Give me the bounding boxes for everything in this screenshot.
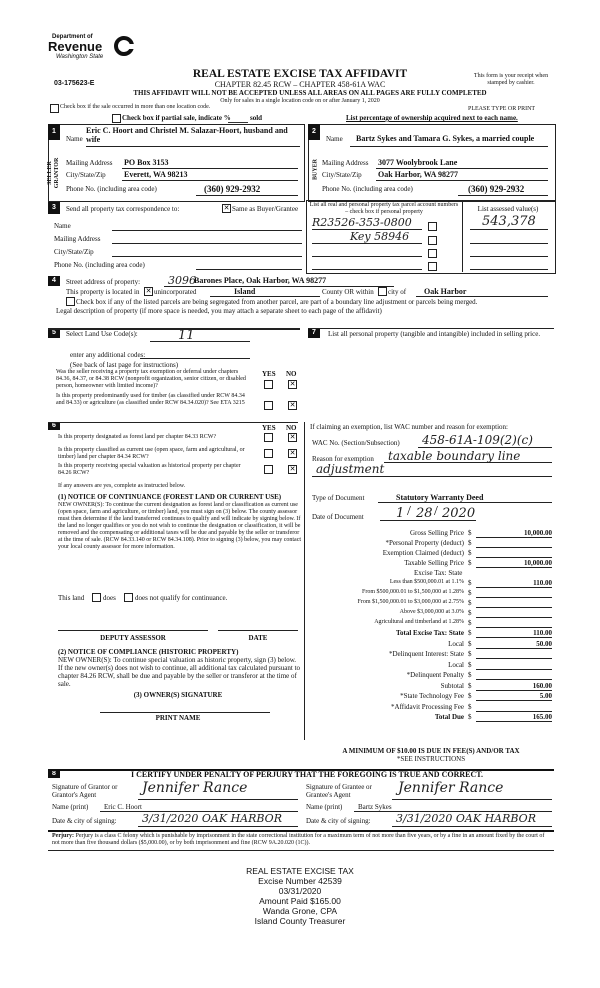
receipt-note: This form is your receipt when stamped by cashier. [473, 73, 549, 86]
total-line-6-label: *State Technology Fee [400, 692, 464, 700]
multi-location-checkbox[interactable] [50, 104, 59, 113]
partial-pct-field[interactable] [228, 114, 248, 123]
see-instructions: *SEE INSTRUCTIONS [396, 755, 466, 763]
q4-2-yes[interactable] [264, 401, 273, 410]
parcel-personal-checkbox-3[interactable] [428, 249, 437, 258]
print-name-label: PRINT NAME [155, 714, 201, 722]
parcel-personal-checkbox-2[interactable] [428, 236, 437, 245]
perjury-label: Perjury: [52, 833, 74, 839]
list-parcels-label: List all real and personal property tax parcel account numbers – check box if personal property [309, 202, 459, 215]
seller-phone-label: Phone No. (including area code) [66, 185, 157, 193]
type-or-print: PLEASE TYPE OR PRINT [468, 106, 536, 112]
notice1-body: NEW OWNER(S): To continue the current designation as forest land or classification as current use (open space, farm and agriculture, or timber) land, you must sign on (3) below. The county assessor must then determine if the land transferred continues to qualify and will indicate by signing below. If the land no longer qualifies or you do not wish to continue the designation or classification, it will be removed and the compensating or additional taxes will be due and payable by the seller or transferor at the time of sale. (RCW 84.33.140 or RCW 84.34.108). Prior to signing (3) below, you may contact your local county assessor for more information. [58, 502, 302, 550]
tax-line-0-label: Gross Selling Price [409, 529, 464, 537]
buyer-address[interactable]: 3077 Woolybrook Lane [378, 158, 458, 167]
parcel-key[interactable]: Key 58946 [350, 230, 410, 243]
total-line-8-value[interactable]: 165.00 [532, 713, 552, 721]
stamp-line-4: Amount Paid $165.00 [259, 896, 341, 906]
partial-sale-label: Check box if partial sale, indicate % [122, 114, 231, 122]
doc-type-value[interactable]: Statutory Warranty Deed [396, 493, 484, 502]
q6-no-header: NO [286, 424, 297, 432]
dollar-sign: $ [468, 713, 472, 721]
dollar-sign: $ [468, 579, 472, 587]
bracket-4-label: Agricultural and timberland at 1.28% [374, 619, 464, 625]
date-slash-1: / [407, 504, 411, 519]
unincorporated-label: unincorporated [154, 288, 197, 296]
wac-number[interactable]: 458-61A-109(2)(c) [422, 433, 533, 447]
dollar-sign: $ [468, 639, 472, 648]
partial-sold-label: sold [250, 114, 263, 122]
multi-location-label: Check box if the sale occurred in more than one location code. [60, 104, 211, 110]
total-line-4-label: *Delinquent Penalty [406, 671, 464, 679]
q6-question-3: Is this property receiving special valuation as historical property per chapter 84.26 RCW? [58, 463, 241, 476]
s3-city-label: City/State/Zip [54, 248, 94, 256]
form-warning: THIS AFFIDAVIT WILL NOT BE ACCEPTED UNLESS ALL AREAS ON ALL PAGES ARE FULLY COMPLETED [133, 89, 487, 97]
dollar-sign: $ [468, 702, 472, 711]
notice1-title: (1) NOTICE OF CONTINUANCE (FOREST LAND OR CURRENT USE) [58, 493, 282, 501]
agency-line3: Washington State [56, 54, 104, 60]
stamp-line-5: Wanda Grone, CPA [262, 906, 338, 916]
grantee-date-label: Date & city of signing: [306, 817, 371, 825]
date-slash-2: / [434, 504, 438, 519]
dollar-sign: $ [468, 539, 472, 547]
seller-mailing-label: Mailing Address [66, 159, 113, 167]
section-6-marker: 6 [48, 422, 60, 430]
grantor-name-label: Name (print) [52, 803, 89, 811]
dor-logo [48, 34, 138, 64]
q4-no-header: NO [286, 370, 297, 378]
grantee-sig-label: Signature of Grantee or Grantee's Agent [306, 783, 372, 799]
seller-name[interactable]: Eric C. Hoort and Christel M. Salazar-Hoort, husband and wife [86, 126, 288, 144]
doc-type-label: Type of Document [312, 494, 365, 502]
seller-address[interactable]: PO Box 3153 [124, 158, 169, 167]
if-yes-note: If any answers are yes, complete as instructed below. [58, 483, 186, 489]
total-line-6-value[interactable]: 5.00 [539, 692, 552, 700]
doc-date-day[interactable]: 28 [416, 506, 433, 521]
reason-line-1[interactable]: taxable boundary line [388, 449, 521, 463]
q6-2-no[interactable]: ✕ [289, 449, 296, 457]
q4-1-no[interactable]: ✕ [289, 380, 296, 388]
total-line-0-label: Total Excise Tax: State [396, 629, 464, 637]
section-8-marker: 8 [48, 769, 60, 778]
tax-line-0-value[interactable]: 10,000.00 [524, 529, 552, 537]
section-3-marker: 3 [48, 202, 60, 214]
deputy-date-label: DATE [248, 634, 268, 642]
does-label: does [103, 594, 116, 602]
grantee-date-city[interactable]: 3/31/2020 OAK HARBOR [396, 812, 536, 825]
grantee-name-label: Name (print) [306, 803, 343, 811]
q4-1-yes[interactable] [264, 380, 273, 389]
located-in-label: This property is located in [66, 288, 140, 296]
tax-line-3-value[interactable]: 10,000.00 [524, 559, 552, 567]
grantee-signature[interactable]: Jennifer Rance [398, 780, 504, 796]
dollar-sign: $ [468, 671, 472, 679]
excise-state-label: Excise Tax: State [414, 569, 463, 577]
total-line-0-value[interactable]: 110.00 [533, 629, 552, 637]
buyer-name[interactable]: Bartz Sykes and Tamara G. Sykes, a married couple [356, 134, 535, 143]
seller-phone[interactable]: (360) 929-2932 [204, 184, 261, 194]
q6-1-yes[interactable] [264, 433, 273, 442]
dollar-sign: $ [468, 549, 472, 557]
street-number[interactable]: 3096 [168, 274, 196, 287]
q4-yes-header: YES [262, 370, 276, 378]
this-land-label: This land [58, 594, 85, 602]
bracket-0-label: Less than $500,000.01 at 1.1% [389, 579, 464, 585]
grantor-date-city[interactable]: 3/31/2020 OAK HARBOR [142, 812, 282, 825]
doc-date-label: Date of Document [312, 513, 364, 521]
total-line-5-label: Subtotal [440, 681, 464, 690]
unincorporated-checkbox[interactable]: ✕ [145, 287, 152, 295]
stamp-line-2: Excise Number 42539 [258, 876, 342, 886]
total-line-8-label: Total Due [434, 713, 464, 721]
land-use-code[interactable]: 11 [178, 328, 195, 343]
wac-label: WAC No. (Section/Subsection) [312, 439, 400, 447]
bracket-1-label: From $500,000.01 to $1,500,000 at 1.28% [362, 589, 464, 595]
dollar-sign: $ [468, 650, 472, 658]
same-as-buyer-checkbox[interactable]: ✕ [223, 204, 230, 212]
form-chapter: CHAPTER 82.45 RCW – CHAPTER 458-61A WAC [214, 80, 386, 89]
buyer-city[interactable]: Oak Harbor, WA 98277 [378, 170, 459, 179]
notice2-body: NEW OWNER(S): To continue special valuation as historic property, sign (3) below. If the new owner(s) does not wish to continue, all additional tax calculated pursuant to chapter 84.26 RCW, shall be due and payable by the seller or transferor at the time of sale. [58, 656, 301, 688]
grantor-name-print[interactable]: Eric C. Hoort [104, 803, 142, 811]
owner-signature-label: (3) OWNER(S) SIGNATURE [133, 691, 223, 699]
tax-line-1-label: *Personal Property (deduct) [385, 539, 464, 547]
q6-question-2: Is this property classified as current use (open space, farm and agricultural, or timber) land per chapter 84.34 RCW? [58, 447, 245, 460]
dollar-sign: $ [468, 619, 472, 627]
total-line-3-label: Local [448, 660, 464, 669]
form-title: REAL ESTATE EXCISE TAX AFFIDAVIT [192, 68, 408, 80]
stamp-line-3: 03/31/2020 [278, 886, 322, 896]
stamp-line-1: REAL ESTATE EXCISE TAX [246, 866, 354, 876]
buyer-vertical-label: BUYER [312, 159, 319, 181]
doc-date-year[interactable]: 2020 [442, 506, 476, 521]
county-value[interactable]: Island [234, 287, 256, 296]
send-tax-label: Send all property tax correspondence to: [66, 205, 180, 213]
notice2-title: (2) NOTICE OF COMPLIANCE (HISTORIC PROPERTY) [58, 648, 239, 656]
q4-2-no[interactable]: ✕ [289, 401, 296, 409]
certify-statement: I CERTIFY UNDER PENALTY OF PERJURY THAT THE FOREGOING IS TRUE AND CORRECT. [130, 770, 483, 779]
dollar-sign: $ [468, 599, 472, 607]
seller-city[interactable]: Everett, WA 98213 [124, 170, 188, 179]
dollar-sign: $ [468, 629, 472, 637]
deputy-assessor-label: DEPUTY ASSESSOR [100, 634, 166, 642]
agency-line1: Department of [52, 34, 93, 40]
segregated-checkbox[interactable] [66, 297, 75, 306]
street-label: Street address of property: [66, 278, 141, 286]
claiming-label: If claiming an exemption, list WAC number and reason for exemption: [310, 423, 508, 431]
parcel-personal-checkbox-1[interactable] [428, 222, 437, 231]
dollar-sign: $ [468, 681, 472, 690]
see-back-label: (See back of last page for instructions) [70, 361, 179, 369]
q6-3-no[interactable]: ✕ [289, 465, 296, 473]
form-number: 03-175623-E [54, 80, 95, 87]
buyer-name-label: Name [326, 135, 343, 143]
treasurer-stamp [190, 866, 410, 926]
grantor-signature[interactable]: Jennifer Rance [142, 780, 248, 796]
dollar-sign: $ [468, 559, 472, 567]
perjury-notice [52, 833, 552, 847]
bracket-2-label: From $1,500,000.01 to $3,000,000 at 2.75% [357, 599, 464, 605]
doc-date-month[interactable]: 1 [396, 506, 405, 521]
dollar-sign: $ [468, 660, 472, 669]
buyer-phone[interactable]: (360) 929-2932 [468, 184, 525, 194]
total-line-2-label: *Delinquent Interest: State [388, 650, 464, 658]
dollar-sign: $ [468, 692, 472, 700]
perjury-text: Perjury is a class C felony which is punishable by imprisonment in the state correctional institution for a maximum term of not more than five years, or by a fine in an amount fixed by the court of not more than five thousand dollars ($5,000.00), or by both imprisonment and fine (RCW 9A.20.020 (1C)). [52, 833, 545, 846]
segregated-label: Check box if any of the listed parcels are being segregated from another parcel, are part of a boundary line adjustment or parcels being merged. [76, 298, 478, 306]
s3-phone-label: Phone No. (including area code) [54, 261, 145, 269]
q6-yes-header: YES [262, 424, 276, 432]
buyer-mailing-label: Mailing Address [322, 159, 369, 167]
total-line-1-label: Local [448, 639, 464, 648]
county-or-label: County OR within [322, 288, 374, 296]
agency-line2: Revenue [48, 39, 103, 54]
grantee-name-print[interactable]: Bartz Sykes [358, 803, 392, 811]
partial-sale-checkbox[interactable] [112, 114, 121, 123]
seller-vertical-label: SELLER GRANTOR [47, 157, 60, 189]
assessed-label: List assessed value(s) [477, 205, 539, 213]
additional-codes-label: enter any additional codes: [70, 351, 146, 359]
city-value[interactable]: Oak Harbor [424, 287, 467, 296]
total-line-7-label: *Affidavit Processing Fee [391, 702, 464, 711]
q4-question-2: Is this property predominantly used for timber (as classified under RCW 84.34 and 84.33) or agriculture (as classified under RCW 84.34.020)? See ETA 3215 [56, 393, 245, 406]
same-as-label: Same as Buyer/Grantee [232, 205, 299, 213]
grantor-date-label: Date & city of signing: [52, 817, 117, 825]
street-address[interactable]: Barones Place, Oak Harbor, WA 98277 [194, 276, 327, 285]
personal-property-label: List all personal property (tangible and intangible) included in selling price. [328, 330, 541, 338]
section-4-marker: 4 [48, 276, 60, 286]
section-2-marker: 2 [308, 124, 320, 140]
dollar-sign: $ [468, 529, 472, 537]
list-pct-label: List percentage of ownership acquired next to each name. [346, 114, 518, 122]
parcel-personal-checkbox-4[interactable] [428, 262, 437, 271]
single-location: Only for sales in a single location code on or after January 1, 2020 [220, 98, 380, 104]
minimum-notice: A MINIMUM OF $10.00 IS DUE IN FEE(S) AND/OR TAX [342, 747, 520, 755]
section-1-marker: 1 [48, 124, 60, 140]
q6-2-yes[interactable] [264, 449, 273, 458]
grantor-sig-label: Signature of Grantor or Grantor's Agent [52, 783, 118, 799]
q6-question-1: Is this property designated as forest land per chapter 84.33 RCW? [58, 434, 217, 440]
legal-label: Legal description of property (if more space is needed, you may attach a separate sheet to each page of the affidavit) [56, 307, 382, 315]
reason-line-2[interactable]: adjustment [316, 462, 385, 476]
bracket-3-label: Above $3,000,000 at 3.0% [399, 609, 464, 615]
dollar-sign: $ [468, 589, 472, 597]
dollar-sign: $ [468, 609, 472, 617]
total-line-5-value[interactable]: 160.00 [532, 681, 552, 690]
seller-name-label: Name [66, 135, 83, 143]
section-7-marker: 7 [308, 328, 320, 338]
land-use-label: Select Land Use Code(s): [66, 330, 138, 338]
s3-name-label: Name [54, 222, 71, 230]
tax-line-2-label: Exemption Claimed (deduct) [382, 549, 464, 557]
bracket-0-value[interactable]: 110.00 [533, 579, 552, 587]
does-not-checkbox[interactable] [124, 593, 133, 602]
buyer-phone-label: Phone No. (including area code) [322, 185, 413, 193]
assessed-value[interactable]: 543,378 [482, 214, 536, 229]
does-checkbox[interactable] [92, 593, 101, 602]
q4-question-1: Was the seller receiving a property tax exemption or deferral under chapters 84.36, 84.37, or 84.38 RCW (nonprofit organization, senior citizen, or disabled person, homeowner with limited income)? [56, 369, 246, 389]
parcel-number[interactable]: R23526-353-0800 [312, 216, 412, 229]
seller-city-label: City/State/Zip [66, 171, 106, 179]
dor-swirl-icon [114, 36, 134, 56]
reason-label: Reason for exemption [312, 455, 374, 463]
q6-1-no[interactable]: ✕ [289, 433, 296, 441]
stamp-line-6: Island County Treasurer [254, 916, 346, 926]
city-of-checkbox[interactable] [378, 287, 387, 296]
section-5-marker: 5 [48, 328, 60, 338]
tax-line-3-label: Taxable Selling Price [404, 559, 464, 567]
q6-3-yes[interactable] [264, 465, 273, 474]
total-line-1-value[interactable]: 50.00 [536, 639, 552, 648]
does-not-label: does not qualify for continuance. [135, 594, 228, 602]
s3-mailing-label: Mailing Address [54, 235, 101, 243]
buyer-city-label: City/State/Zip [322, 171, 362, 179]
city-of-label: city of [388, 288, 407, 296]
